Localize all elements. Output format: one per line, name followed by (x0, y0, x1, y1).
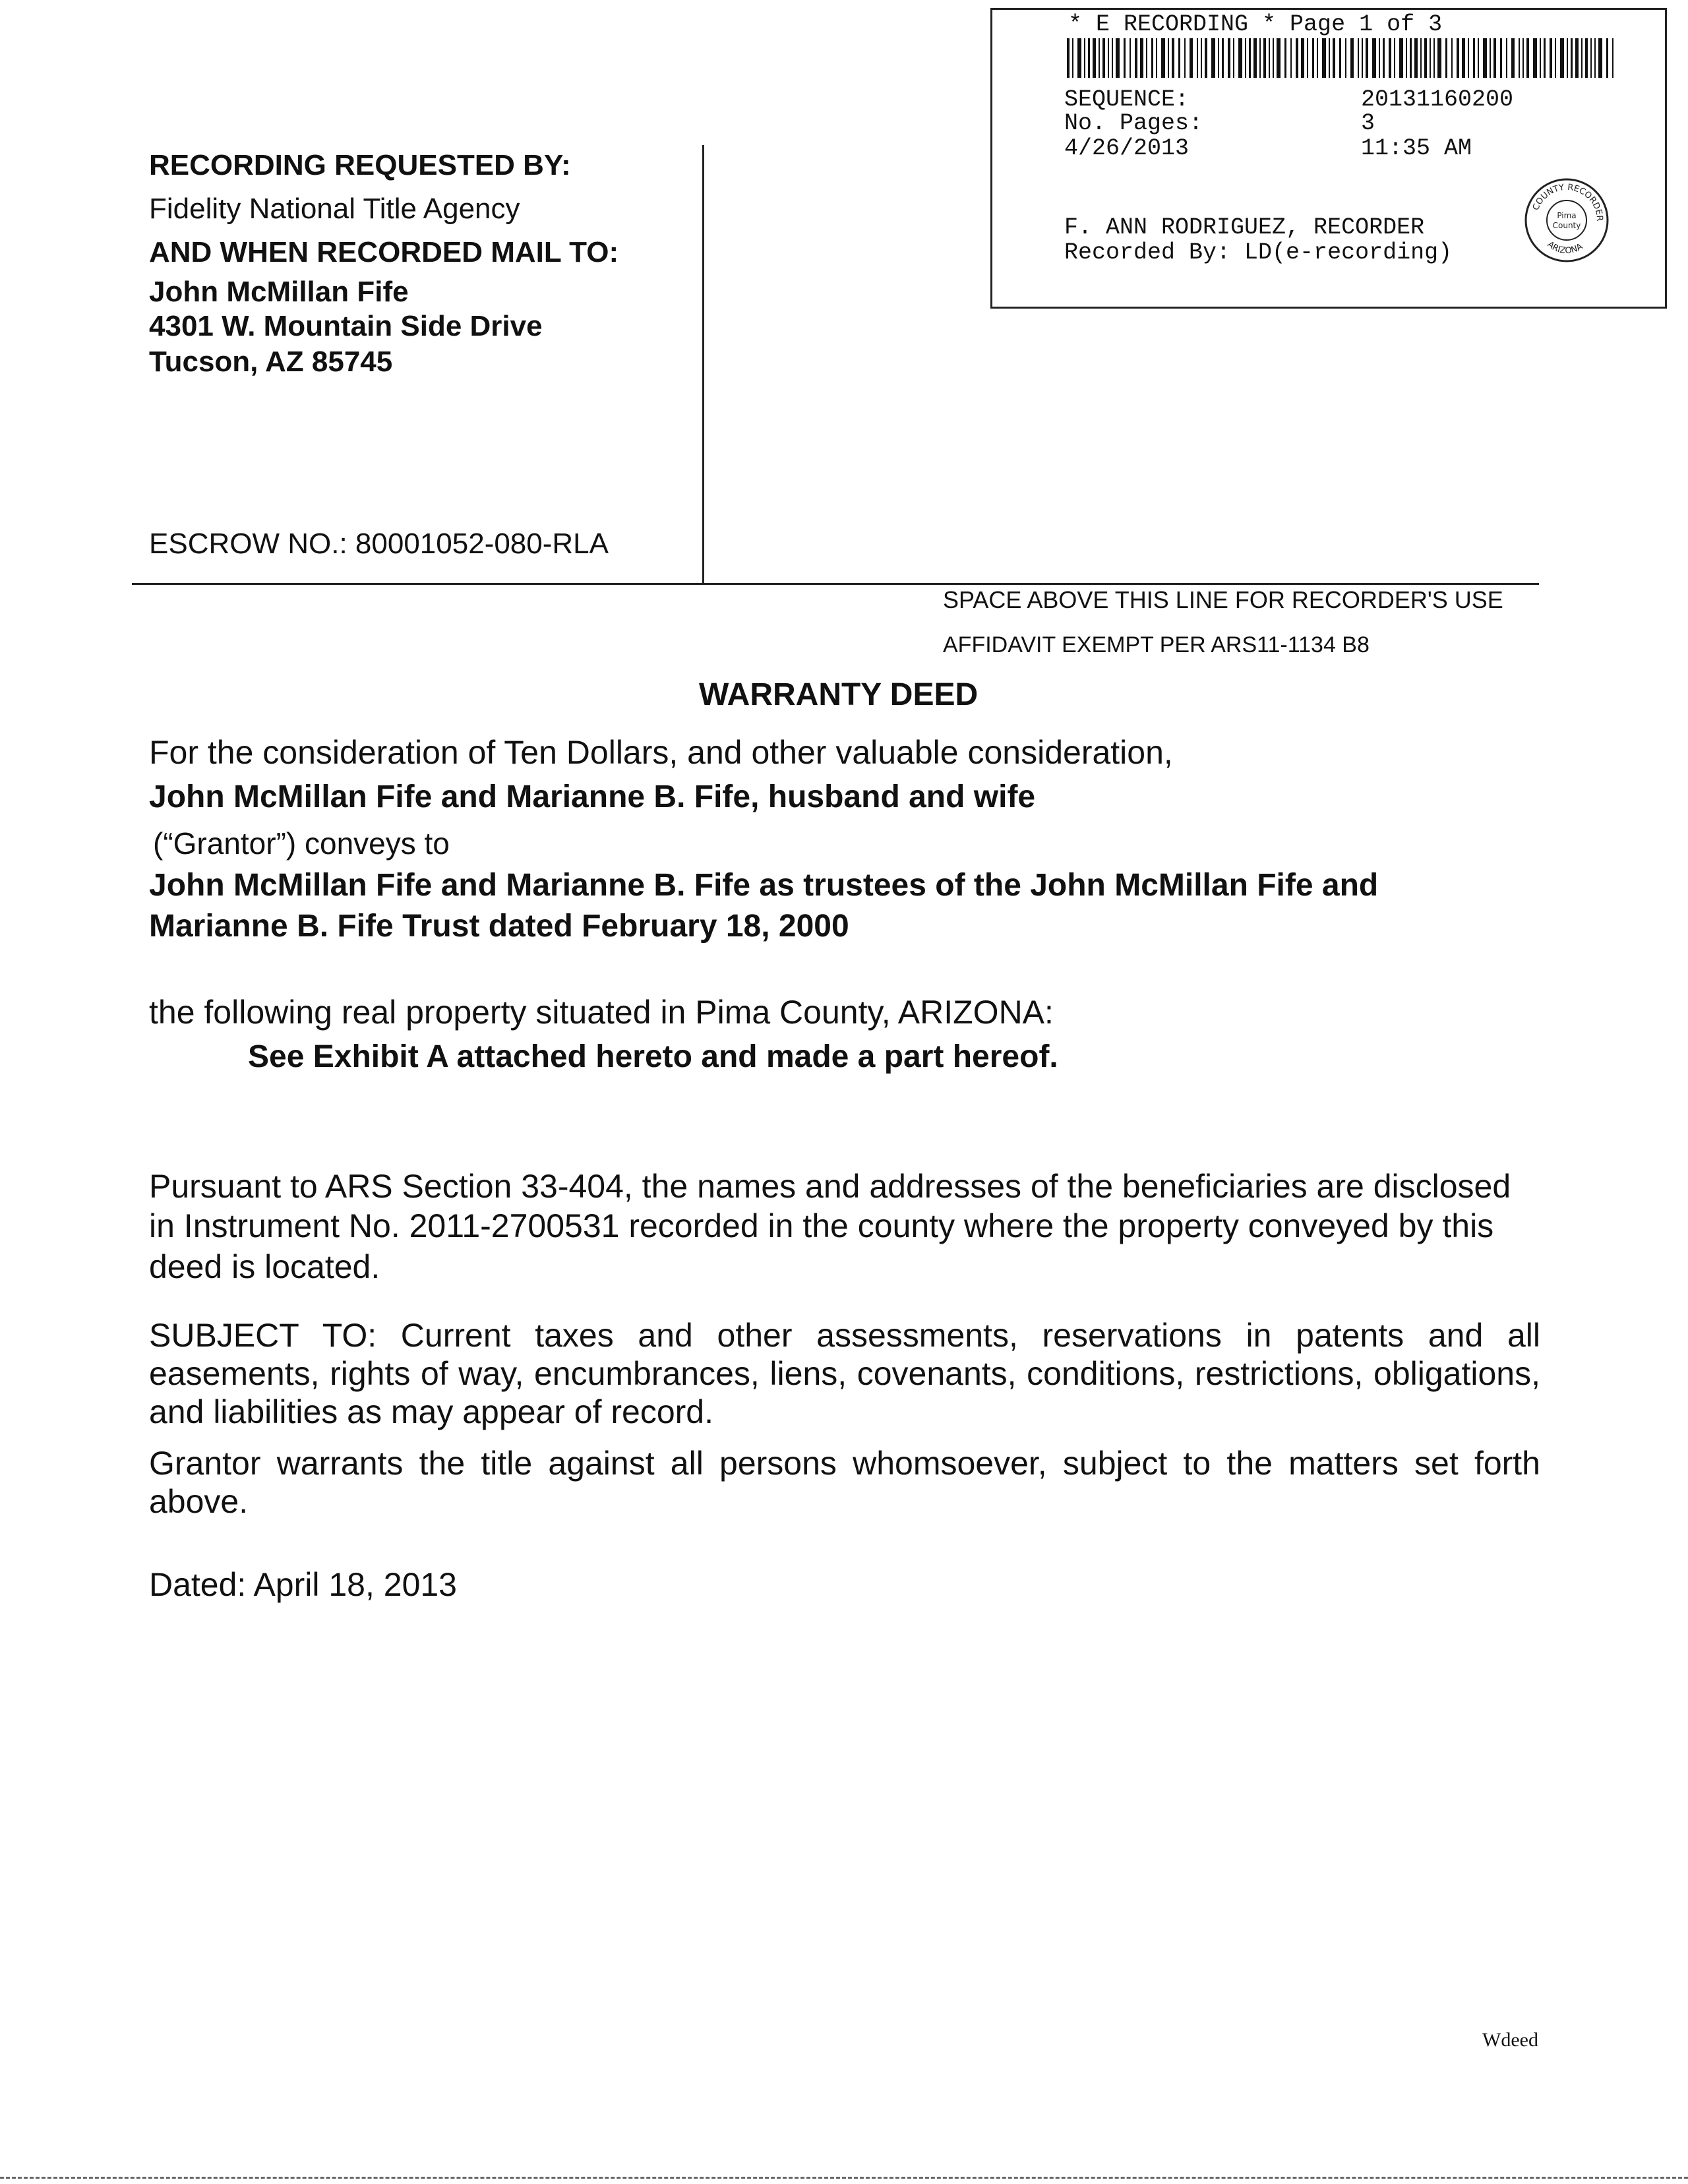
barcode-bar (1259, 38, 1261, 78)
property-line: the following real property situated in Pima County, ARIZONA: (149, 994, 1054, 1031)
barcode-bar (1218, 38, 1219, 78)
grantor-names: John McMillan Fife and Marianne B. Fife, husband and wife (149, 779, 1036, 814)
barcode-bar (1116, 38, 1120, 78)
barcode-bar (1190, 38, 1193, 78)
barcode-bar (1245, 38, 1246, 78)
barcode-bar (1317, 38, 1318, 78)
requested-by-name: Fidelity National Title Agency (149, 193, 520, 225)
form-code: Wdeed (1482, 2029, 1538, 2051)
barcode-bar (1533, 38, 1537, 78)
consideration-line: For the consideration of Ten Dollars, and other valuable consideration, (149, 734, 1173, 771)
barcode-bar (1567, 38, 1568, 78)
grantee-line-1: John McMillan Fife and Marianne B. Fife as trustees of the John McMillan Fife and (149, 868, 1379, 903)
document-title: WARRANTY DEED (699, 677, 979, 712)
barcode-bar (1201, 38, 1202, 78)
barcode-bar (1445, 38, 1447, 78)
dated-line: Dated: April 18, 2013 (149, 1566, 457, 1603)
barcode-bar (1172, 38, 1174, 78)
barcode-bar (1590, 38, 1592, 78)
ars-line-2: in Instrument No. 2011-2700531 recorded in the county where the property conveyed by this (149, 1207, 1494, 1244)
barcode-bar (1372, 38, 1376, 78)
svg-text:Pima: Pima (1557, 211, 1577, 220)
barcode-bar (1478, 38, 1479, 78)
svg-text:ARIZONA: ARIZONA (1545, 239, 1585, 257)
barcode-bar (1560, 38, 1564, 78)
barcode-bar (1205, 38, 1207, 78)
barcode-bar (1500, 38, 1502, 78)
mail-name: John McMillan Fife (149, 276, 409, 308)
barcode-bar (1284, 38, 1286, 78)
barcode-bar (1108, 38, 1109, 78)
barcode-bar (1184, 38, 1186, 78)
barcode-bar (1358, 38, 1359, 78)
escrow-label-text: ESCROW NO.: (149, 528, 347, 560)
barcode-bar (1178, 38, 1180, 78)
barcode-bar (1483, 38, 1487, 78)
barcode-bar (1077, 38, 1081, 78)
barcode-bar (1067, 38, 1070, 78)
barcode-bar (1585, 38, 1588, 78)
barcode-bar (1197, 38, 1198, 78)
barcode-bar (1462, 38, 1465, 78)
barcode-bar (1296, 38, 1298, 78)
barcode-bar (1161, 38, 1165, 78)
pages-value: 3 (1361, 110, 1375, 136)
recorder-name: F. ANN RODRIGUEZ, RECORDER (1064, 214, 1425, 241)
grantee-line-2: Marianne B. Fife Trust dated February 18, 2000 (149, 909, 849, 944)
barcode-bar (1345, 38, 1346, 78)
barcode-bar (1612, 38, 1613, 78)
barcode-bar (1433, 38, 1435, 78)
county-recorder-seal-icon (1523, 177, 1610, 264)
recorded-by: Recorded By: LD(e-recording) (1064, 239, 1453, 266)
barcode-bar (1540, 38, 1541, 78)
barcode-bar (1383, 38, 1385, 78)
exhibit-reference: See Exhibit A attached hereto and made a part hereof. (248, 1039, 1058, 1074)
barcode-bar (1598, 38, 1602, 78)
barcode-bar (1112, 38, 1113, 78)
ars-line-1: Pursuant to ARS Section 33-404, the names and addresses of the beneficiaries are disclosed (149, 1168, 1511, 1205)
barcode-bar (1312, 38, 1314, 78)
barcode-bar (1333, 38, 1335, 78)
page-bottom-edge (0, 2177, 1688, 2179)
barcode-bar (1228, 38, 1230, 78)
barcode-bar (1329, 38, 1330, 78)
barcode-bar (1526, 38, 1529, 78)
sequence-value: 20131160200 (1361, 86, 1514, 113)
barcode-bar (1263, 38, 1266, 78)
barcode-bar (1233, 38, 1234, 78)
recording-time: 11:35 AM (1361, 135, 1472, 162)
escrow-number: 80001052-080-RLA (355, 528, 609, 560)
mail-to-label: AND WHEN RECORDED MAIL TO: (149, 236, 619, 268)
barcode-bar (1581, 38, 1582, 78)
barcode-bar (1490, 38, 1491, 78)
barcode-bar (1366, 38, 1368, 78)
barcode-bar (1424, 38, 1427, 78)
barcode-bar (1168, 38, 1169, 78)
barcode-bar (1146, 38, 1147, 78)
mail-city: Tucson, AZ 85745 (149, 346, 393, 378)
barcode-bar (1339, 38, 1341, 78)
requested-by-label: RECORDING REQUESTED BY: (149, 149, 571, 181)
barcode-bar (1238, 38, 1242, 78)
barcode-bar (1414, 38, 1418, 78)
barcode-bar (1399, 38, 1403, 78)
barcode-bar (1406, 38, 1407, 78)
barcode-bar (1430, 38, 1431, 78)
barcode-bar (1420, 38, 1422, 78)
recording-header: * E RECORDING * Page 1 of 3 (1068, 11, 1443, 38)
barcode-bar (1493, 38, 1496, 78)
barcode-bar (1555, 38, 1556, 78)
barcode-bar (1410, 38, 1412, 78)
barcode-bar (1522, 38, 1524, 78)
barcode-bar (1468, 38, 1469, 78)
barcode-bar (1088, 38, 1090, 78)
mail-street: 4301 W. Mountain Side Drive (149, 310, 543, 342)
barcode-bar (1307, 38, 1308, 78)
barcode-bar (1135, 38, 1137, 78)
barcode-bar (1130, 38, 1131, 78)
barcode (1067, 38, 1619, 78)
barcode-bar (1072, 38, 1073, 78)
affidavit-note: AFFIDAVIT EXEMPT PER ARS11-1134 B8 (943, 632, 1370, 657)
svg-text:County: County (1552, 221, 1581, 230)
barcode-bar (1457, 38, 1459, 78)
escrow-label (149, 526, 609, 562)
barcode-bar (1379, 38, 1380, 78)
barcode-bar (1151, 38, 1153, 78)
barcode-bar (1140, 38, 1143, 78)
barcode-bar (1594, 38, 1596, 78)
barcode-bar (1350, 38, 1354, 78)
barcode-bar (1269, 38, 1270, 78)
barcode-bar (1606, 38, 1608, 78)
subject-to-paragraph: SUBJECT TO: Current taxes and other assessments, reservations in patents and all easements, rights of way, encumbrances, liens, covenants, conditions, restrictions, obligations, and liabilities as may appear of record. (149, 1317, 1540, 1430)
barcode-bar (1506, 38, 1507, 78)
vertical-divider (702, 145, 704, 583)
barcode-bar (1550, 38, 1552, 78)
barcode-bar (1571, 38, 1573, 78)
recorder-space-line (132, 583, 1539, 585)
barcode-bar (1102, 38, 1105, 78)
barcode-bar (1511, 38, 1515, 78)
space-above-note: SPACE ABOVE THIS LINE FOR RECORDER'S USE (943, 586, 1503, 613)
barcode-bar (1473, 38, 1475, 78)
barcode-bar (1253, 38, 1257, 78)
barcode-bar (1575, 38, 1579, 78)
barcode-bar (1437, 38, 1441, 78)
sequence-label: SEQUENCE: (1064, 86, 1190, 113)
recording-date: 4/26/2013 (1064, 135, 1190, 162)
barcode-bar (1099, 38, 1100, 78)
barcode-bar (1249, 38, 1251, 78)
barcode-bar (1290, 38, 1292, 78)
barcode-bar (1451, 38, 1453, 78)
barcode-bar (1084, 38, 1085, 78)
barcode-bar (1277, 38, 1281, 78)
barcode-bar (1394, 38, 1395, 78)
barcode-bar (1301, 38, 1304, 78)
barcode-bar (1093, 38, 1096, 78)
barcode-bar (1389, 38, 1391, 78)
barcode-bar (1273, 38, 1274, 78)
barcode-bar (1544, 38, 1546, 78)
svg-text:COUNTY RECORDER: COUNTY RECORDER (1530, 182, 1605, 222)
pages-label: No. Pages: (1064, 110, 1203, 136)
conveys-line: (“Grantor”) conveys to (153, 826, 450, 861)
barcode-bar (1124, 38, 1126, 78)
barcode-bar (1211, 38, 1215, 78)
barcode-bar (1519, 38, 1520, 78)
barcode-bar (1222, 38, 1224, 78)
barcode-bar (1362, 38, 1363, 78)
barcode-bar (1156, 38, 1157, 78)
warranty-paragraph: Grantor warrants the title against all persons whomsoever, subject to the matters set forth above. (149, 1445, 1540, 1520)
ars-line-3: deed is located. (149, 1248, 380, 1285)
barcode-bar (1322, 38, 1326, 78)
